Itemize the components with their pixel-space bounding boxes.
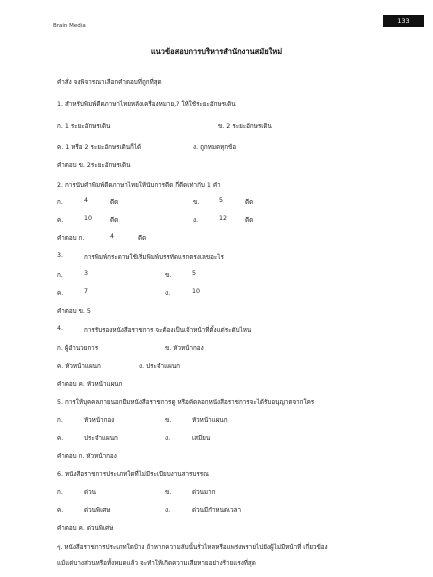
page-number-badge: 133 — [383, 15, 424, 27]
q4-choice-c: ค. หัวหน้าแผนก — [57, 363, 101, 370]
q1-question: 1. สำหรับพิมพ์ดีดภาษาไทยหลังเครื่องหมาย,? ให้ใช้ระยะอักษรเดิน — [57, 101, 236, 108]
instruction: คำสั่ง จงพิจารณาเลือกคำตอบที่ถูกที่สุด — [57, 79, 162, 86]
q3-c-label: ค. — [57, 290, 64, 297]
q6-d-val: ด่วนมีกำหนดเวลา — [192, 507, 242, 514]
q3-question: การพิมพ์กระดาษใช้เริ่มพิมพ์บรรทัดแรกตรงเลขอะไร — [84, 254, 224, 261]
q2-d-label: ง. — [193, 217, 199, 224]
q2-b-label: ข. — [193, 199, 200, 206]
q6-a-val: ด่วน — [84, 489, 96, 496]
q4-answer: คำตอบ ค. หัวหน้าแผนก — [57, 381, 123, 388]
q4-question: การรับรองหนังสือราชการ จะต้องเป็นเจ้าหน้าที่ตั้งแต่ระดับไหน — [84, 327, 252, 334]
q2-b-unit: ตีด — [245, 199, 254, 206]
q3-d-label: ง. — [165, 290, 171, 297]
q6-question: 6. หนังสือราชการประเภทใดที่ไม่มีระเบียบงานสารบรรณ — [57, 471, 209, 478]
q3-a-val: 3 — [84, 270, 89, 277]
q5-question: 5. การให้บุคคลภายนอกยืมหนังสือราชการดู หรือคัดลอกหนังสือราชการจะได้รับอนุญาตจากใคร — [57, 399, 315, 406]
q6-b-val: ด่วนมาก — [192, 489, 216, 496]
q6-c-val: ด่วนพิเศษ — [84, 507, 111, 514]
q4-choice-b: ข. หัวหน้ากอง — [165, 345, 204, 352]
q5-a-label: ก. — [57, 417, 63, 424]
q2-c-num: 10 — [84, 215, 93, 222]
q2-question: 2. การนับคำพิมพ์ดีดภาษาไทยให้นับการตีด กี่ตีดเท่ากับ 1 คำ — [57, 182, 221, 189]
q4-choice-a: ก. ผู้อำนวยการ — [57, 345, 99, 352]
q5-answer: คำตอบ ก. หัวหน้ากอง — [57, 453, 117, 460]
q7-question-line2: แม้แต่บางส่วนหรือทั้งหมดแล้ว จะทำให้เกิดความเสียหายอย่างร้ายแรงที่สุด — [57, 560, 256, 567]
q2-d-num: 12 — [219, 215, 228, 222]
q4-choice-d: ง. ประจำแผนก — [139, 363, 180, 370]
q6-answer: คำตอบ ค. ด่วนพิเศษ — [57, 525, 114, 532]
q4-number: 4. — [57, 325, 64, 332]
q1-choice-a: ก. 1 ระยะอักษรเดิน — [57, 123, 111, 130]
q5-c-val: ประจำแผนก — [84, 435, 118, 442]
q5-b-label: ข. — [165, 417, 172, 424]
q2-a-label: ก. — [57, 199, 63, 206]
q2-d-unit: ตีด — [245, 217, 254, 224]
q3-b-val: 5 — [192, 270, 197, 277]
q5-a-val: หัวหน้ากอง — [84, 417, 115, 424]
q3-b-label: ข. — [165, 272, 172, 279]
page-title: แนวข้อสอบการบริหารสำนักงานสมัยใหม่ — [150, 47, 283, 56]
q2-answer-label: คำตอบ ก. — [57, 235, 85, 242]
q6-b-label: ข. — [165, 489, 172, 496]
q2-a-unit: ตีด — [110, 199, 119, 206]
q2-c-unit: ตีด — [110, 217, 119, 224]
q2-answer-unit: ตีด — [138, 235, 147, 242]
q6-c-label: ค. — [57, 507, 64, 514]
q5-d-val: เสมียน — [192, 435, 211, 442]
q5-c-label: ค. — [57, 435, 64, 442]
q6-a-label: ก. — [57, 489, 63, 496]
q5-b-val: หัวหน้าแผนก — [192, 417, 228, 424]
q3-number: 3. — [57, 252, 64, 259]
q3-c-val: 7 — [84, 288, 89, 295]
q6-d-label: ง. — [165, 507, 171, 514]
q1-choice-b: ข. 2 ระยะอักษรเดิน — [218, 123, 272, 130]
q2-c-label: ค. — [57, 217, 64, 224]
q1-choice-c: ค. 1 หรือ 2 ระยะอักษรเดินก็ได้ — [57, 144, 142, 151]
q1-choice-d: ง. ถูกหมดทุกข้อ — [193, 144, 237, 151]
q3-answer: คำตอบ ข. 5 — [57, 308, 91, 315]
q2-answer-num: 4 — [110, 233, 115, 240]
q3-d-val: 10 — [192, 288, 201, 295]
q5-d-label: ง. — [165, 435, 171, 442]
q7-question-line1: ๆ. หนังสือราชการประเภทใดบ้าง ถ้าหากความลับนั้นรั่วไหลหรือแพร่งพรายไปยังผู้ไม่มีหน้าที่ เกี่ยวข้อง — [57, 544, 328, 551]
q1-answer: คำตอบ ข. 2ระยะอักษรเดิน — [57, 162, 131, 169]
q2-a-num: 4 — [84, 197, 89, 204]
q2-b-num: 5 — [219, 197, 224, 204]
q3-a-label: ก. — [57, 272, 63, 279]
header-source: Brain Media — [53, 23, 86, 29]
